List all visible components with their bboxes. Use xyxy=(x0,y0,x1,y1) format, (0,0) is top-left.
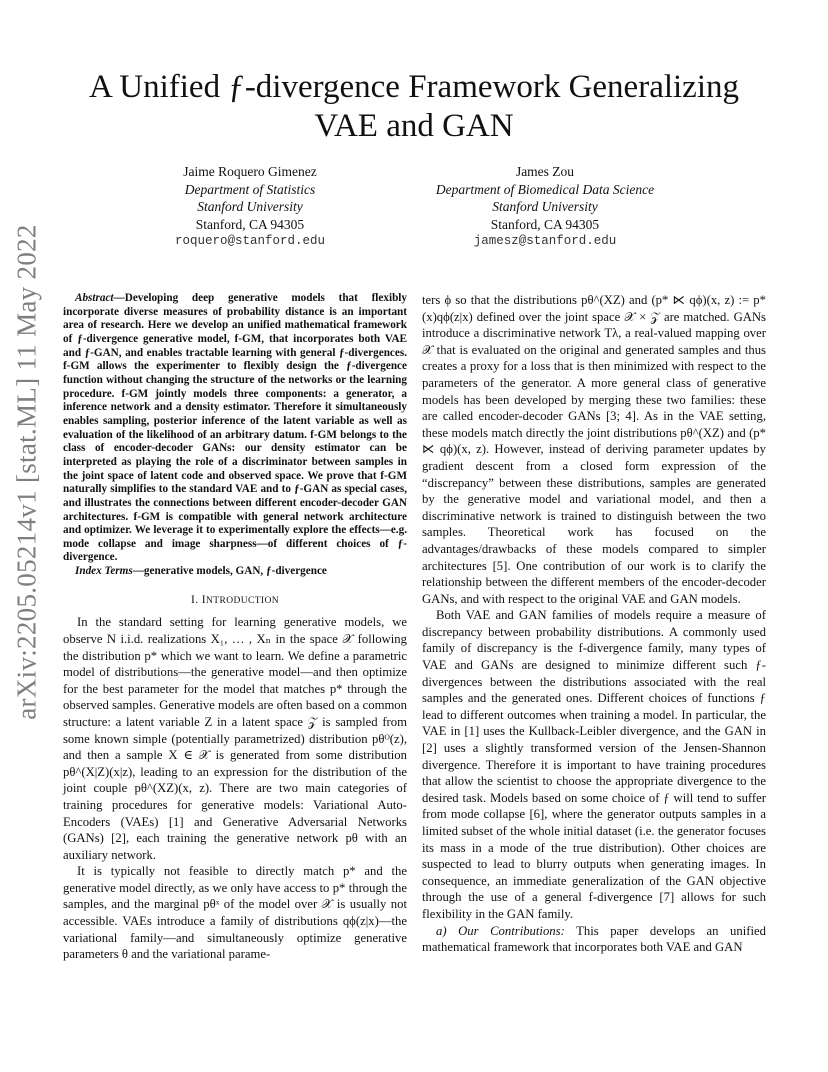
paper-title xyxy=(60,68,768,146)
contributions-text: This paper develops an unified mathematical framework that incorporates both VAE and GAN xyxy=(422,923,766,955)
section-title: NTRODUCTION xyxy=(206,595,280,606)
abstract-text: —Developing deep generative models that flexibly incorporate diverse measures of probability distance is an important area of research. Here we develop an unified mathematical framework of ƒ-divergence generative model, f-GM, that incorporates both VAE and ƒ-GAN, and enables tractable learning with general ƒ-divergences. f-GM allows the experimenter to flexibly design the ƒ-divergence function without changing the structure of the networks or the learning procedure. f-GM jointly models three components: a generator, a inference network and a density estimator. Therefore it simultaneously enables sampling, posterior inference of the latent variable as well as evaluation of the likelihood of an arbitrary datum. f-GM belongs to the class of encoder-decoder GANs: our density estimator can be interpreted as playing the role of a discriminator between samples in the joint space of latent code and observed space. We prove that f-GM naturally simplifies to the standard VAE and to ƒ-GAN as special cases, and illustrates the connections between different encoder-decoder GAN architectures. f-GM is compatible with general network architecture and optimizer. We leverage it to experimentally explore the effects—e.g. mode collapse and image sharpness—of different choices of ƒ-divergence. xyxy=(63,292,407,564)
section-number: I. I xyxy=(190,593,206,606)
paragraph: In the standard setting for learning generative models, we observe N i.i.d. realizations X₁, … , Xₙ in the space 𝒳 following the distribution p* which we want to learn. We define a parametric model of distributions—the generative model—and then optimize for the best parameter for the model that matches p* through the observed samples. Generative models are often based on a common structure: a latent variable Z in a latent space 𝒵 is sampled from some known simple (potentially parametrized) distribution pθᴼ(z), and then a sample X ∈ 𝒳 is generated from some distribution pθ^(X|Z)(x|z), leading to an expression for the distribution of the joint couple pθ^(XZ)(x, z). There are two main categories of training procedures for generative models: Variational Auto-Encoders (VAEs) [1] and Generative Adversarial Networks (GANs) [2], each training the generative network pθ with an auxiliary network. xyxy=(63,615,407,862)
paragraph: ters ϕ so that the distributions pθ^(XZ) and (p* ⋉ qϕ)(x, z) := p*(x)qϕ(z|x) defined over the joint space 𝒳 × 𝒵 are matched. GANs introduce a discriminative network Tλ, a real-valued mapping over 𝒳 that is evaluated on the original and generated samples and thus creates a proxy for a loss that is then minimized with respect to the parameters of the generator. A more general class of generative models has been developed by merging these two families: these are called encoder-decoder GANs [3; 4]. As in the VAE setting, these models match directly the joint distributions pθ^(XZ) and (p* ⋉ qϕ)(x, z). However, instead of deriving parameter updates by gradient descent from a closed form expression of the “discrepancy” between these distributions, samples are generated by the generative model and variational model, and then a discriminative network is trained to distinguish between the two samples. Theoretical work has focused on the advantages/drawbacks of these models compared to simpler architectures [5]. One contribution of our work is to clarify the relationship between the different members of the encoder-decoder GANs, and with respect to the original VAE and GAN models. xyxy=(422,293,766,606)
contributions-paragraph xyxy=(422,923,766,956)
author-name: James Zou xyxy=(515,164,575,179)
arxiv-identifier-sidebar xyxy=(2,224,52,720)
contributions-lead: a) Our Contributions: xyxy=(436,923,565,938)
paragraph: Both VAE and GAN families of models require a measure of discrepancy between probability distributions. A commonly used family of discrepancy is the f-divergence family, many types of VAE and GANs are designed to minimize different such ƒ-divergences between the distributions associated with the real samples and the generated ones. Different choices of functions ƒ lead to different outcomes when training a model. In particular, the VAE in [1] uses the Kullback-Leibler divergence, and the GAN in [2] uses a slightly transformed version of the Jensen-Shannon divergence. Therefore it is important to have training procedures that allow the scientist to choose the appropriate divergence to the desired task. Models based on some choice of ƒ will tend to suffer from mode collapse [6], where the generator outputs samples in a limited subset of the whole initial dataset (i.e. the generator focuses its mass in a mode of the true distribution). Other choices are suspected to lead to blurry outputs when generating images. In consequence, an immediate generalization of the GAN objective through the use of a general f-divergence [7] allows for such flexibility in the GAN family. xyxy=(422,608,766,921)
author-name: Jaime Roquero Gimenez xyxy=(183,164,317,179)
abstract xyxy=(63,292,407,565)
author-address: Stanford, CA 94305 xyxy=(490,216,600,232)
author-university: Stanford University xyxy=(197,199,303,214)
arxiv-id[interactable]: arXiv:2205.05214v1 [stat.ML] 11 May 2022 xyxy=(11,224,42,720)
index-terms xyxy=(63,565,407,579)
author-address: Stanford, CA 94305 xyxy=(195,216,305,232)
author-email[interactable]: jamesz@stanford.edu xyxy=(473,234,617,248)
title-line-2: VAE and GAN xyxy=(314,108,514,144)
section-heading xyxy=(63,592,407,610)
left-column xyxy=(63,292,407,963)
paragraph: It is typically not feasible to directly match p* and the generative model directly, as we only have access to p* through the samples, and the marginal pθˣ of the model over 𝒳 is usually not accessible. VAEs introduce a family of distributions qϕ(z|x)—the variational family—and simultaneously optimize generative parameters θ and the variational parame- xyxy=(63,864,407,962)
author-university: Stanford University xyxy=(492,199,598,214)
author-department: Department of Biomedical Data Science xyxy=(435,181,655,197)
abstract-lead: Abstract xyxy=(75,292,114,304)
index-terms-lead: Index Terms xyxy=(75,565,133,578)
author-department: Department of Statistics xyxy=(184,181,316,197)
right-column xyxy=(422,292,766,956)
title-line-1: A Unified ƒ-divergence Framework Generalizing xyxy=(89,69,739,105)
author-block-1 xyxy=(120,163,380,251)
index-terms-text: —generative models, GAN, ƒ-divergence xyxy=(132,565,327,578)
author-email[interactable]: roquero@stanford.edu xyxy=(174,234,326,248)
author-block-2 xyxy=(415,163,675,251)
